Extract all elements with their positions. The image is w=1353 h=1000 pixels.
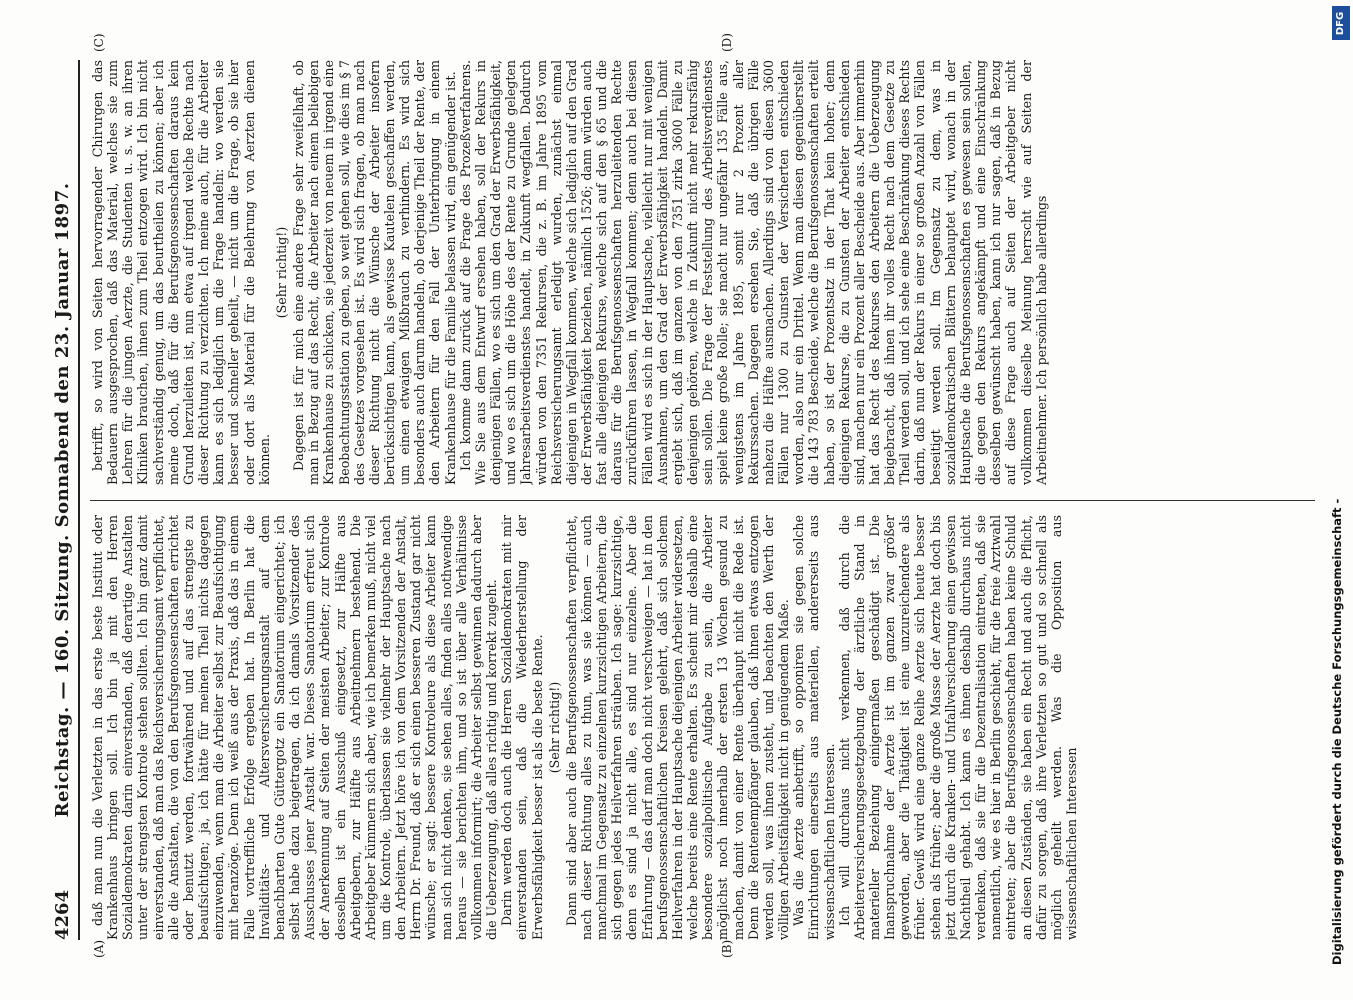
paragraph: daß man nun die Verletzten in das erste beste Institut oder Krankenhaus bringen soll. Ich bin ja mit den Herren Sozialdemokraten darin einverstanden, daß derartige Anstalten unter der strengsten Kontrole stehen sollten. Ich bin ganz damit einverstanden, daß man das Reichsversicherungsamt verpflichtet, alle die Anstalten, die von den Berufsgenossenschaften errichtet oder benutzt werden, fortwährend und auf das strengste zu beaufsichtigen; ja, ich hätte für meinen Theil nichts dagegen einzuwenden, wenn man die Arbeiter selbst zur Beaufsichtigung mit heranzöge. Denn ich weiß aus der Praxis, daß das in einem Falle vortreffliche Erfolge ergeben hat. In Berlin hat die Invaliditäts- und Altersversicherungsanstalt auf dem benachbarten Gute Güttergotz ein Sanatorium eingerichtet; ich selbst habe dazu beigetragen, da ich damals Vorsitzender des Ausschusses jener Anstalt war. Dieses Sanatorium erfreut sich der Anerkennung auf Seiten der meisten Arbeiter; zur Kontrole desselben ist ein Ausschuß eingesetzt, zur Hälfte aus Arbeitgebern, zur Hälfte aus Arbeitnehmern bestehend. Die Arbeitgeber kümmern sich aber, wie ich bemerken muß, nicht viel um die Kontrole, überlassen sie vielmehr der Hauptsache nach den Arbeitern. Jetzt höre ich von dem Vorsitzenden der Anstalt, Herrn Dr. Freund, daß er sich einen besseren Zustand gar nicht wünsche; er sagt: bessere Kontroleure als diese Arbeiter kann man sich nicht denken, sie sehen alles, finden alles nothwendige heraus — sie berichten ihm, und so ist über alle Verhältnisse vollkommen informirt; die Arbeiter selbst gewinnen dadurch aber die Ueberzeugung, daß alles richtig und korrekt zugeht. xyxy=(90,515,500,940)
paragraph: Ich komme dann zurück auf die Frage des Prozeßverfahrens. Wie Sie aus dem Entwurf ersehen haben, soll der Rekurs in denjenigen Fällen, wo es sich um den Grad der Erwerbsfähigkeit, und wo es sich um die Höhe des der Rente zu Grunde gelegten Jahresarbeitsverdienstes handelt, in Zukunft wegfallen. Dadurch würden von den 7351 Rekursen, die z. B. im Jahre 1895 vom Reichsversicherungsamt erledigt wurden, zunächst einmal diejenigen in Wegfall kommen, welche sich lediglich auf den Grad der Erwerbsfähigkeit beziehen, nämlich 1526; dann würden auch fast alle diejenigen Rekurse, welche sich auf den § 65 und die daraus für die Berufsgenossenschaften herzuleitenden Rechte zurückführen lassen, in Wegfall kommen; denn auch bei diesen Fällen wird es sich in der Hauptsache, vielleicht nur mit wenigen Ausnahmen, um den Grad der Erwerbsfähigkeit handeln. Damit ergiebt sich, daß im ganzen von den 7351 zirka 3600 Fälle zu denjenigen gehören, welche in Zukunft nicht mehr rekursfähig sein sollen. Die Frage der Feststellung des Arbeitsverdienstes spielt keine große Rolle; sie macht nur ungefähr 135 Fälle aus, wenigstens im Jahre 1895, somit nur 2 Prozent aller Rekurssachen. Dagegen ersehen Sie, daß die übrigen Fälle nahezu die Hälfte ausmachen. Allerdings sind von diesen 3600 Fällen nur 1300 zu Gunsten der Versicherten entschieden worden, also nur ein Drittel. Wenn man diesen gegenüberstellt die 143 783 Bescheide, welche die Berufsgenossenschaften erteilt haben, so ist der Prozentsatz in der That kein hoher; denn diejenigen Rekurse, die zu Gunsten der Arbeiter entschieden sind, machen nur ein Prozent aller Bescheide aus. Aber immerhin hat das Recht des Rekurses den Arbeitern die Ueberzeugung beigebracht, daß ihnen ihr volles Recht nach dem Gesetze zu Theil werden soll, und ich sehe eine Beschränkung dieses Rechts darin, daß nun der Rekurs in einer so großen Anzahl von Fällen beseitigt werden soll. Im Gegensatz zu dem, was in sozialdemokratischen Blättern behauptet wird, wonach in der Hauptsache die Berufsgenossenschaften es gewesen sein sollen, die gegen den Rekurs angekämpft und eine Einschränkung desselben gewünscht haben, kann ich nur sagen, daß in Bezug auf diese Frage auch auf Seiten der Arbeitgeber nicht vollkommen dieselbe Meinung herrscht wie auf Seiten der Arbeitnehmer. Ich persönlich habe allerdings xyxy=(457,60,1049,485)
paragraph: betrifft, so wird von Seiten hervorragender Chirurgen das Bedauern ausgesprochen, daß das Material, welches sie zum Lehren für die jungen Aerzte, die Studenten u. s. w. an ihren Kliniken brauchen, ihnen zum Theil entzogen wird. Ich bin nicht sachverständig genug, um das beurtheilen zu können; aber ich meine doch, daß für die Berufsgenossenschaften daraus kein Grund herzuleiten ist, nun etwa auf irgend welche Rechte nach dieser Richtung zu verzichten. Ich meine auch, für die Arbeiter kann es sich lediglich um die Frage handeln: wo werden sie besser und schneller geheilt, — nicht um die Frage, ob sie hier oder dort als Material für die Belehrung von Aerzten dienen können. xyxy=(90,60,272,485)
right-column xyxy=(90,60,1315,485)
interjection: (Sehr richtig!) xyxy=(273,226,289,319)
paragraph: Dagegen ist für mich eine andere Frage sehr zweifelhaft, ob man in Bezug auf das Recht, die Arbeiter nach einem beliebigen Krankenhause zu schicken, sie jederzeit von neuem in irgend eine Beobachtungsstation zu geben, so weit gehen soll, wie dies im § 7 des Gesetzes vorgesehen ist. Es wird sich fragen, ob man nach dieser Richtung nicht die Wünsche der Arbeiter insofern berücksichtigen kann, als gewisse Kautelen geschaffen werden, um einen etwaigen Mißbrauch zu verhindern. Es wird sich besonders auch darum handeln, ob derjenige Theil der Rente, der den Arbeitern für den Fall der Unterbringung in einem Krankenhause für die Familie belassen wird, ein genügender ist. xyxy=(291,60,458,485)
margin-marker-a: (A) xyxy=(92,939,106,958)
digitization-credit: Digitalisierung gefördert durch die Deutsche Forschungsgemeinschaft - xyxy=(1330,498,1344,965)
paragraph: Ich will durchaus nicht verkennen, daß durch die Arbeiterversicherungsgesetzgebung der ärztliche Stand in materieller Beziehung einigermaßen geschädigt ist. Die Inanspruchnahme der Aerzte ist im ganzen zwar größer geworden, aber die Thätigkeit ist eine unzureichendere als früher. Gewiß wird eine ganze Reihe Aerzte sich heute besser stehen als früher; aber die große Masse der Aerzte hat doch bis jetzt durch die Kranken- und Unfallversicherung einen gewissen Nachtheil gehabt. Ich kann es ihnen deshalb durchaus nicht verdenken, daß sie für die Dezentralisation eintreten, daß sie namentlich, wie es hier in Berlin geschieht, für die freie Arztwahl eintreten; aber die Berufsgenossenschaften haben keine Schuld an diesen Zuständen, sie haben ein Recht und auch die Pflicht, dafür zu sorgen, daß ihre Verletzten so gut und so schnell als möglich geheilt werden. Was die Opposition aus wissenschaftlichen Interessen xyxy=(836,515,1079,940)
paragraph: Dann sind aber auch die Berufsgenossenschaften verpflichtet, nach dieser Richtung alles zu thun, was sie können — auch manchmal im Gegensatz zu einzelnen kurzsichtigen Arbeitern, die sich gegen jedes Heilverfahren sträuben. Ich sage: kurzsichtige, denn es sind ja nicht alle, es sind nur einzelne. Aber die Erfahrung — das darf man doch nicht verschweigen — hat in den berufsgenossenschaftlichen Kreisen gelehrt, daß sich solchem Heilverfahren in der Hauptsache diejenigen Arbeiter widersetzen, welche bereits eine Rente erhalten. Es scheint mir deshalb eine besondere sozialpolitische Aufgabe zu sein, die Arbeiter möglichst noch innerhalb der ersten 13 Wochen gesund zu machen, damit von einer Rente überhaupt nicht die Rede ist. Denn die Rentenempfänger glauben, daß ihnen etwas entzogen werden soll, was ihnen zusteht, und beachten den Werth der völligen Arbeitsfähigkeit nicht in genügendem Maße. xyxy=(563,515,792,940)
column-divider xyxy=(90,500,1315,501)
running-title: Reichstag. — 160. Sitzung. Sonnabend den 23. Januar 1897. xyxy=(52,182,73,818)
left-column xyxy=(90,515,1315,940)
margin-marker-b: (B) xyxy=(720,939,734,958)
paragraph: Was die Aerzte anbetrifft, so opponiren sie gegen solche Einrichtungen einerseits aus materiellen, andererseits aus wissenschaftlichen Interessen. xyxy=(791,515,837,940)
header-rule xyxy=(78,60,80,940)
margin-marker-d: (D) xyxy=(720,33,734,52)
interjection: (Sehr richtig!) xyxy=(546,681,562,774)
margin-marker-c: (C) xyxy=(92,33,106,52)
page-number: 4264 xyxy=(52,889,73,940)
dfg-logo-icon: DFG xyxy=(1332,6,1350,40)
page-header xyxy=(50,60,76,940)
paragraph: Darin werden doch auch die Herren Sozialdemokraten mit mir einverstanden sein, daß die Wiederherstellung der Erwerbsfähigkeit besser ist als die beste Rente. xyxy=(499,515,545,940)
